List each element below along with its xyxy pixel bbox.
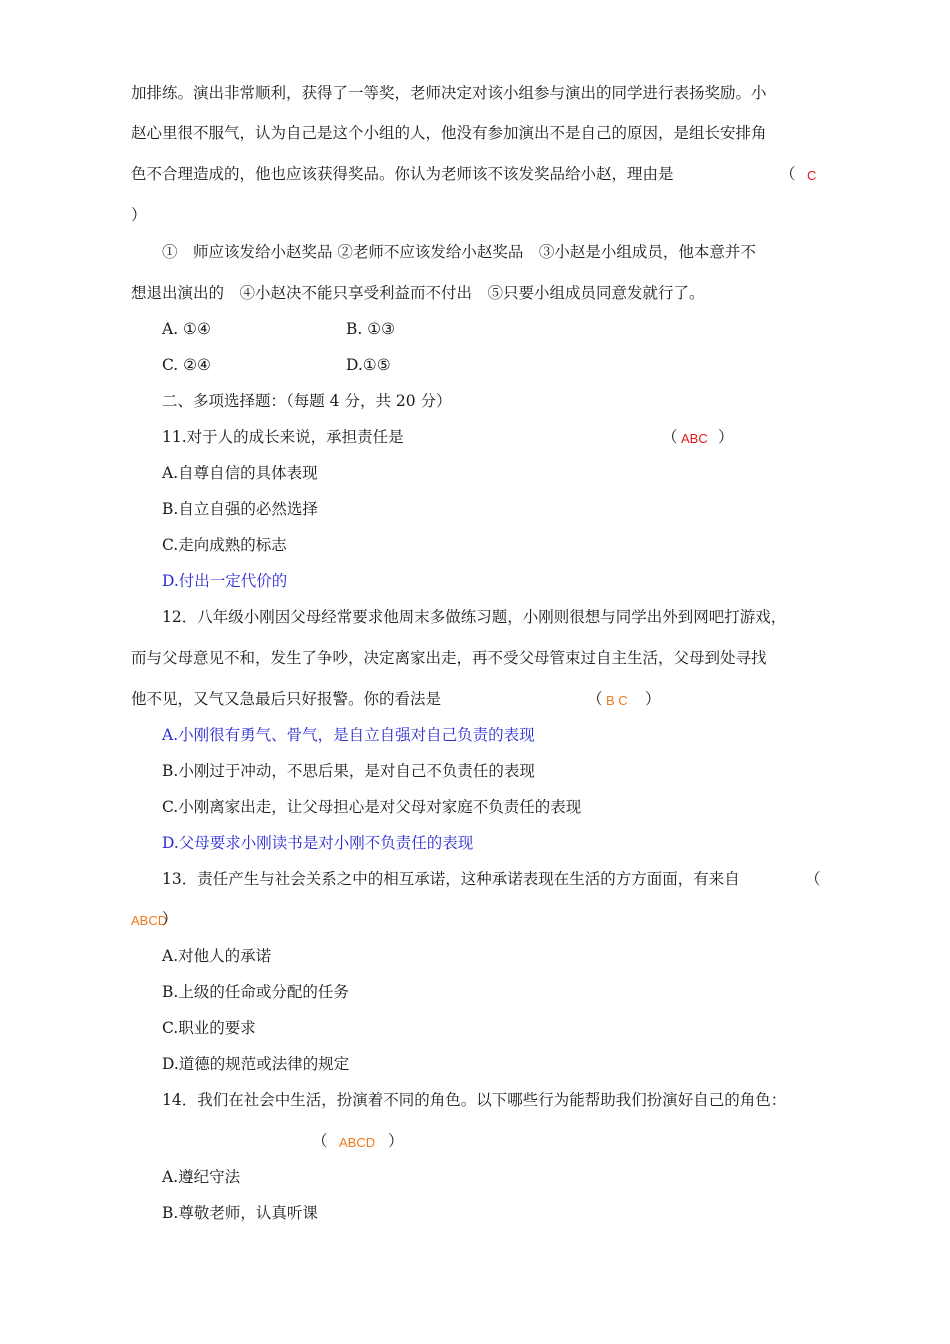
q14-option-b: B.尊敬老师，认真听课 <box>162 1204 318 1222</box>
q11-paren-close: ） <box>718 428 734 446</box>
q10-option-d: D.①⑤ <box>346 356 391 374</box>
q14-paren-close: ） <box>388 1132 404 1150</box>
q12-paren-open: （ <box>587 690 603 708</box>
q11-answer: ABC <box>681 431 708 446</box>
q10-stem-line-3: 色不合理造成的，他也应该获得奖品。你认为老师该不该发奖品给小赵，理由是 <box>131 165 674 183</box>
q10-option-c: C. ②④ <box>162 356 211 374</box>
q12-option-b: B.小刚过于冲动，不思后果，是对自己不负责任的表现 <box>162 762 535 780</box>
q12-option-c: C.小刚离家出走，让父母担心是对父母对家庭不负责任的表现 <box>162 798 582 816</box>
q10-option-b: B. ①③ <box>346 320 396 338</box>
q10-statements-line-2: 想退出演出的 ④小赵决不能只享受利益而不付出 ⑤只要小组成员同意发就行了。 <box>131 284 705 302</box>
q11-paren-open: （ <box>662 428 678 446</box>
q14-stem: 14．我们在社会中生活，扮演着不同的角色。以下哪些行为能帮助我们扮演好自己的角色： <box>162 1091 787 1109</box>
q12-stem-line-3: 他不见，又气又急最后只好报警。你的看法是 <box>131 690 442 708</box>
section-title-multiple-choice: 二、多项选择题：（每题 4 分，共 20 分） <box>162 392 452 410</box>
q11-option-c: C.走向成熟的标志 <box>162 536 287 554</box>
q12-option-a: A.小刚很有勇气、骨气，是自立自强对自己负责的表现 <box>162 726 535 744</box>
q14-option-a: A.遵纪守法 <box>162 1168 241 1186</box>
q13-option-c: C.职业的要求 <box>162 1019 256 1037</box>
q13-option-a: A.对他人的承诺 <box>162 947 272 965</box>
q13-option-d: D.道德的规范或法律的规定 <box>162 1055 350 1073</box>
q14-paren-open: （ <box>312 1132 328 1150</box>
q11-option-a: A.自尊自信的具体表现 <box>162 464 318 482</box>
q12-answer: B C <box>606 693 628 708</box>
q13-answer: ABCD <box>131 913 168 928</box>
q10-answer: C <box>807 168 817 183</box>
q12-stem-line-1: 12．八年级小刚因父母经常要求他周末多做练习题，小刚则很想与同学出外到网吧打游戏， <box>162 608 787 626</box>
q11-stem: 11.对于人的成长来说，承担责任是 <box>162 428 404 446</box>
q10-option-a: A. ①④ <box>162 320 211 338</box>
q12-option-d: D.父母要求小刚读书是对小刚不负责任的表现 <box>162 834 474 852</box>
q12-stem-line-2: 而与父母意见不和，发生了争吵，决定离家出走，再不受父母管束过自主生活，父母到处寻找 <box>131 649 767 667</box>
q13-stem: 13．责任产生与社会关系之中的相互承诺，这种承诺表现在生活的方方面面，有来自 <box>162 870 740 888</box>
q10-paren-close: ） <box>131 206 147 224</box>
q10-statements-line-1: ① 师应该发给小赵奖品 ②老师不应该发给小赵奖品 ③小赵是小组成员，他本意并不 <box>162 243 756 261</box>
q14-answer: ABCD <box>339 1135 376 1150</box>
q10-stem-line-2: 赵心里很不服气，认为自己是这个小组的人，他没有参加演出不是自己的原因，是组长安排角 <box>131 124 767 142</box>
q13-paren-open: （ <box>805 870 821 888</box>
q11-option-d: D.付出一定代价的 <box>162 572 288 590</box>
q10-paren-open: （ <box>780 165 796 183</box>
q13-option-b: B.上级的任命或分配的任务 <box>162 983 349 1001</box>
q11-option-b: B.自立自强的必然选择 <box>162 500 318 518</box>
q10-stem-line-1: 加排练。演出非常顺利，获得了一等奖，老师决定对该小组参与演出的同学进行表扬奖励。小 <box>131 84 767 102</box>
q12-paren-close: ） <box>645 690 661 708</box>
q13-paren-close: ） <box>162 910 178 928</box>
